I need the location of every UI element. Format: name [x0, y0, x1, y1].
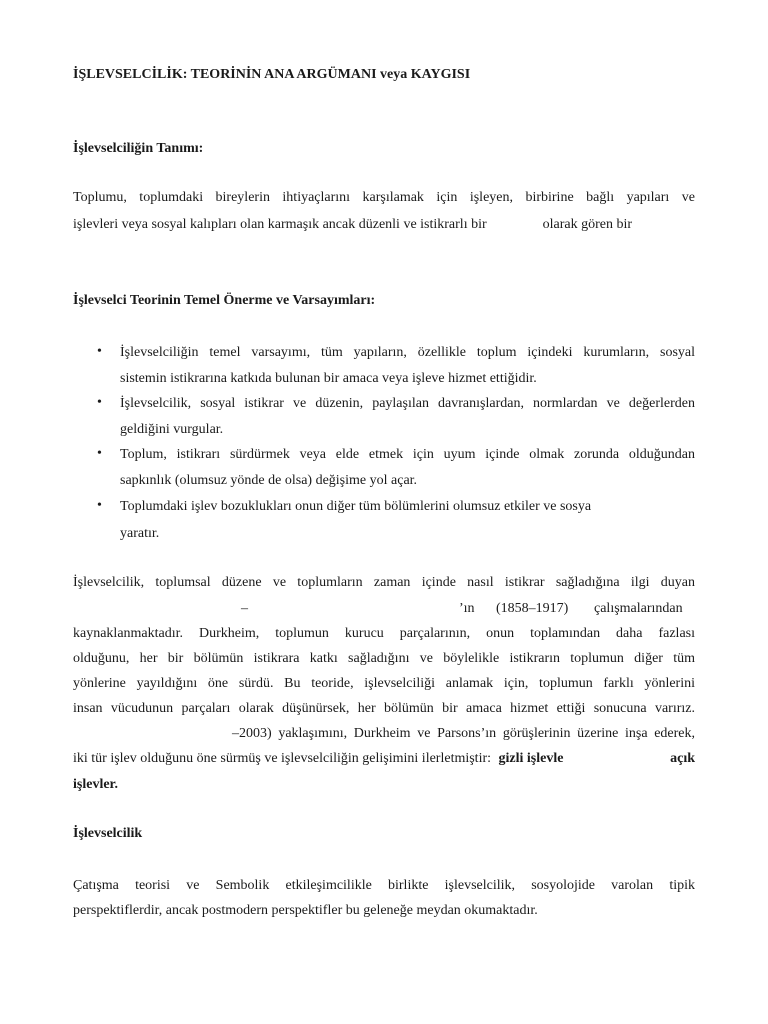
functionalism-line-2: perspektiflerdir, ancak postmodern perspektifler bu geleneğe meydan okumaktadır. [73, 903, 538, 918]
bullet-1-line-2: sistemin istikrarına katkıda bulunan bir amaca veya işleve hizmet ettiğidir. [120, 371, 537, 386]
bullet-1-line-1: İşlevselciliğin temel varsayımı, tüm yapıların, özellikle toplum içindeki kurumların, sosyal [120, 345, 695, 360]
paragraph-line-3: kaynaklanmaktadır. Durkheim, toplumun kurucu parçalarının, onun toplamından daha fazlası [73, 626, 695, 641]
paragraph-line-4: olduğunu, her bir bölümün istikrara katkı sağladığını ve böylelikle istikrarın toplumun diğer tüm [73, 651, 695, 666]
latent-functions-term: gizli işlevle [498, 751, 564, 766]
bullet-3-line-2: sapkınlık (olumsuz yönde de olsa) değişime yol açar. [120, 473, 418, 488]
definition-line-2-start: işlevleri veya sosyal kalıpları olan karmaşık ancak düzenli ve istikrarlı bir [73, 217, 487, 232]
paragraph-line-7: –2003) yaklaşımını, Durkheim ve Parsons’ın görüşlerinin üzerine inşa ederek, [232, 726, 695, 741]
paragraph-line-8 [73, 750, 695, 768]
bullet-marker: • [97, 498, 102, 513]
bullet-4-line-2: yaratır. [120, 526, 160, 541]
paragraph-line-9: işlevler. [73, 777, 118, 792]
definition-line-1: Toplumu, toplumdaki bireylerin ihtiyaçlarını karşılamak için işleyen, birbirine bağlı yapıları ve [73, 190, 695, 205]
functionalism-line-1: Çatışma teorisi ve Sembolik etkileşimcilikle birlikte işlevselcilik, sosyolojide varolan tipik [73, 878, 695, 893]
paragraph-line-5: yönlerine yayıldığını öne sürdü. Bu teoride, işlevselciliği anlamak için, toplumun farklı yönlerini [73, 676, 695, 691]
bullet-marker: • [97, 395, 102, 410]
bullet-4-line-1: Toplumdaki işlev bozuklukları onun diğer tüm bölümlerini olumsuz etkiler ve sosya [120, 499, 592, 514]
paragraph-line-2-dash: – [241, 601, 248, 616]
bullet-2-line-1: İşlevselcilik, sosyal istikrar ve düzenin, paylaşılan davranışlardan, normlardan ve değerlerden [120, 396, 695, 411]
section-heading-assumptions: İşlevselci Teorinin Temel Önerme ve Varsayımları: [73, 293, 376, 308]
paragraph-line-1: İşlevselcilik, toplumsal düzene ve toplumların zaman içinde nasıl istikrar sağladığına ilgi duyan [73, 575, 695, 590]
bullet-marker: • [97, 344, 102, 359]
bullet-3-line-1: Toplum, istikrarı sürdürmek veya elde etmek için uyum içinde olmak zorunda olduğundan [120, 447, 695, 462]
bullet-2-line-2: geldiğini vurgular. [120, 422, 224, 437]
paragraph-line-2-end: çalışmalarından [594, 601, 683, 616]
section-heading-definition: İşlevselciliğin Tanımı: [73, 141, 204, 156]
paragraph-line-6: insan vücudunun parçaları olarak düşünürsek, her bölümün bir amaca hizmet ettiği sonucuna varırız. [73, 701, 695, 716]
manifest-functions-term: açık [670, 751, 695, 766]
section-heading-functionalism: İşlevselcilik [73, 826, 143, 841]
definition-line-2-end: olarak gören bir [542, 217, 633, 232]
paragraph-line-2-in: ’ın [459, 601, 475, 616]
bullet-marker: • [97, 446, 102, 461]
definition-line-2 [73, 216, 695, 234]
document-title: İŞLEVSELCİLİK: TEORİNİN ANA ARGÜMANI veya KAYGISI [73, 67, 471, 82]
paragraph-line-8-text: iki tür işlev olduğunu öne sürmüş ve işlevselciliğin gelişimini ilerletmiştir: [73, 751, 492, 766]
paragraph-line-2-years: (1858–1917) [496, 601, 569, 616]
